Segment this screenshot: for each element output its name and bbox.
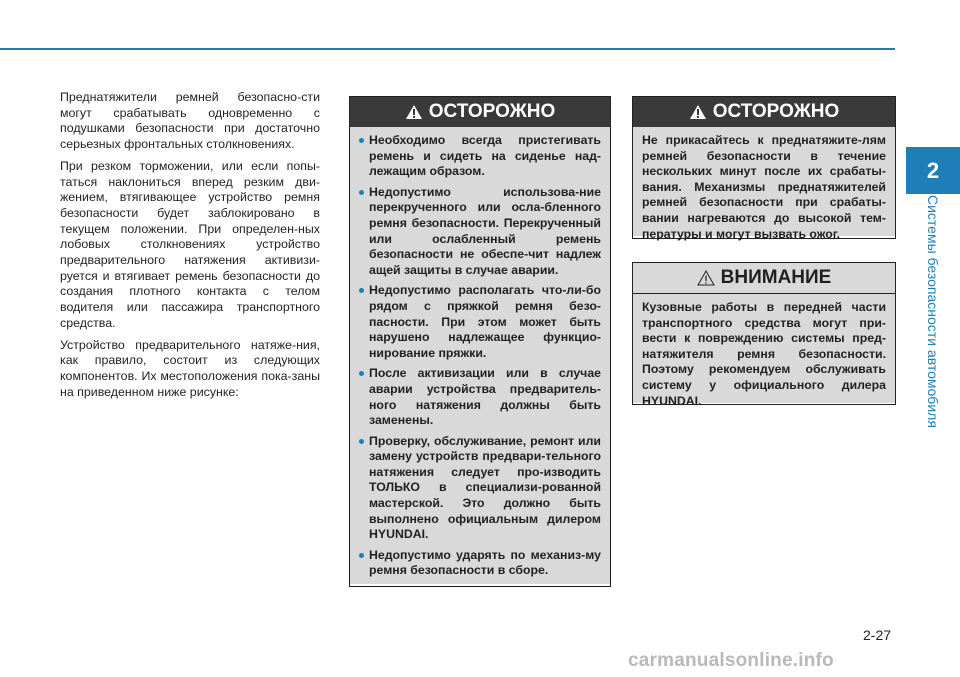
notice-box [632,262,896,408]
warning-body: Не прикасайтесь к преднатяжите-лям ремней безопасности в течение нескольких минут после их срабаты-вания. Механизмы преднатяжителей ремней безопасности при срабаты-вании нагреваются до высокой тем-пературы и могут вызвать ожог. [633,127,895,236]
warning-box-right [632,96,896,239]
top-rule [0,48,895,50]
list-item: Проверку, обслуживание, ремонт или замену устройств предвари-тельного натяжения следует про-изводить ТОЛЬКО в специализи-рованной мастерской. Это должно быть выполнено официальным дилером HYUNDAI. [359,434,601,543]
list-item: Недопустимо ударять по механиз-му ремня безопасности в сборе. [359,548,601,579]
warning-triangle-icon [697,270,715,286]
chapter-number-tab [906,147,960,194]
chapter-title: Системы безопасности автомобиля [925,195,941,428]
list-item: Недопустимо располагать что-ли-бо рядом с пряжкой ремня безо-пасности. При этом может быть нарушено надлежащее функцио-нирование пряжки. [359,283,601,361]
chapter-number: 2 [926,157,940,183]
list-item: Недопустимо использова-ние перекрученного или осла-бленного ремня безопасности. Перекрученный или ослабленный ремень безопасности не обеспе-чит надлеж ащей защиты в случае аварии. [359,185,601,279]
warning-box-left [349,96,611,587]
notice-heading: ВНИМАНИЕ [720,267,832,288]
list-item: После активизации или в случае аварии устройства предваритель-ного натяжения должны быть заменены. [359,366,601,428]
warning-list [359,133,601,579]
warning-heading: ОСТОРОЖНО [428,101,556,122]
warning-header [633,97,895,127]
page-number: 2-27 [863,627,892,643]
warning-triangle-icon [405,104,423,120]
notice-body: Кузовные работы в передней части транспортного средства могут при-вести к повреждению системы пред-натяжителя ремня безопасности. Поэтому рекомендуем обслуживать систему у официального дилера HYUNDAI. [633,293,895,403]
warning-heading: ОСТОРОЖНО [712,101,840,122]
paragraph: Преднатяжители ремней безопасно-сти могут срабатывать одновременно с подушками безопасности при достаточно серьезных фронтальных столкновениях. [60,90,320,152]
watermark: carmanualsonline.info [628,650,834,671]
paragraph: Устройство предварительного натяже-ния, как правило, состоит из следующих компонентов. Их местоположения пока-заны на приведенном ниже рисунке: [60,337,320,399]
body-text [60,90,320,406]
warning-triangle-icon [689,104,707,120]
warning-body [350,127,610,584]
warning-header [350,97,610,127]
paragraph: При резком торможении, или если попы-таться наклониться вперед резким дви-жением, втягивающее устройство ремня безопасности будет заблокировано в текущем положении. При определен-ных лобовых столкновениях устройство предварительного натяжения активизи-руется и втягивает ремень безопасности до создания плотного контакта с телом водителя или пассажира транспортного средства. [60,158,320,330]
list-item: Необходимо всегда пристегивать ремень и сидеть на сиденье над-лежащим образом. [359,133,601,180]
notice-header [633,263,895,293]
